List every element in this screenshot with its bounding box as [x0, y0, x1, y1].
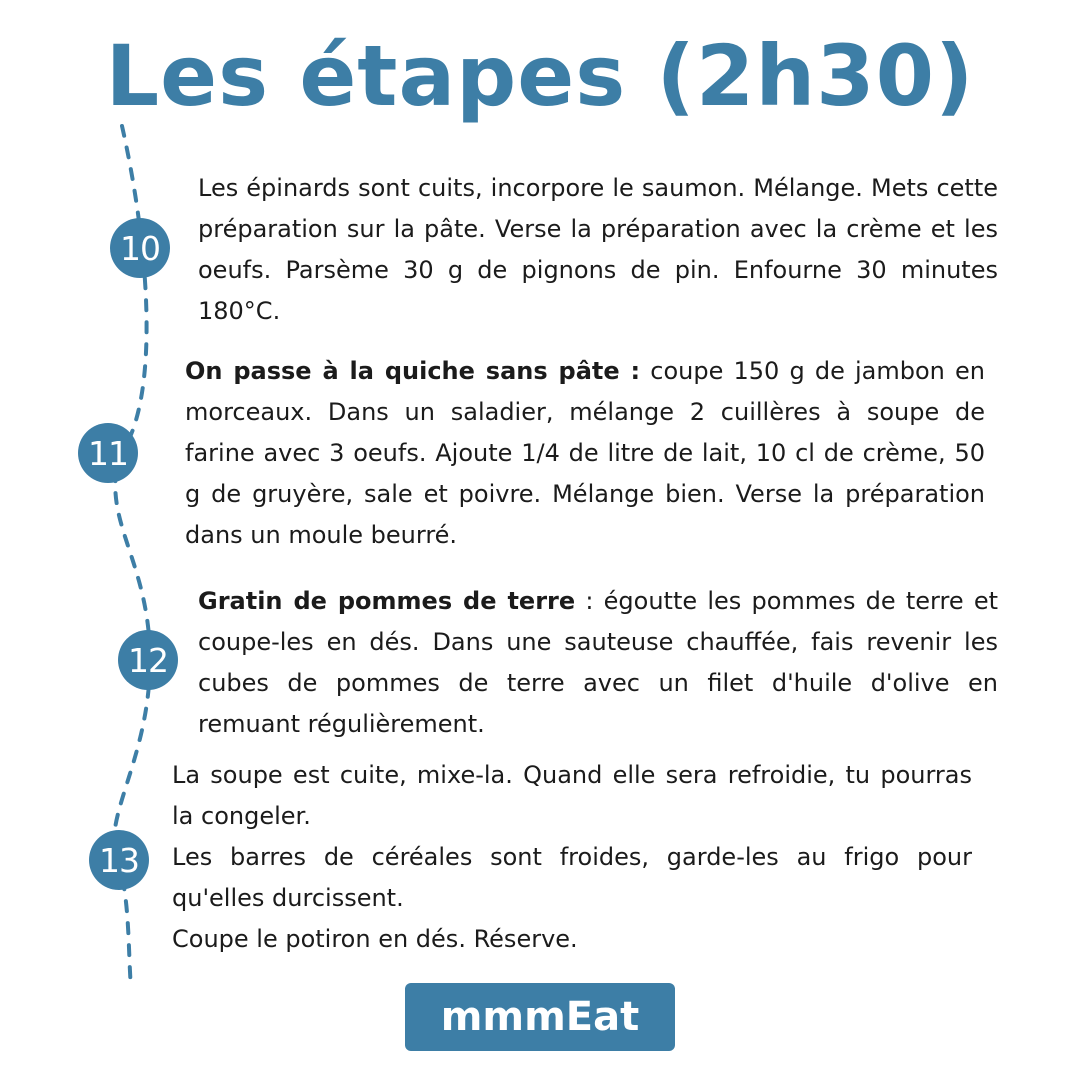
step-number-badge: 13: [89, 830, 149, 890]
step-line: Coupe le potiron en dés. Réserve.: [172, 925, 578, 953]
step-text: [198, 581, 998, 745]
step-number-badge: 11: [78, 423, 138, 483]
step-heading: Gratin de pommes de terre: [198, 587, 576, 615]
step-body: : égoutte les pommes de terre et coupe-les en dés. Dans une sauteuse chauffée, fais revenir les cubes de pommes de terre avec un filet d'huile d'olive en remuant régulièrement.: [198, 587, 998, 738]
step-line: La soupe est cuite, mixe-la. Quand elle sera refroidie, tu pourras la congeler.: [172, 761, 972, 830]
brand-logo: mmmEat: [405, 983, 675, 1051]
step-line: Les barres de céréales sont froides, garde-les au frigo pour qu'elles durcissent.: [172, 843, 972, 912]
step-body: Les épinards sont cuits, incorpore le saumon. Mélange. Mets cette préparation sur la pâte. Verse la préparation avec la crème et les oeufs. Parsème 30 g de pignons de pin. Enfourne 30 minutes 180°C.: [198, 174, 998, 325]
step-text: [185, 351, 985, 556]
step-heading: On passe à la quiche sans pâte :: [185, 357, 641, 385]
step-number-badge: 10: [110, 218, 170, 278]
step-number-badge: 12: [118, 630, 178, 690]
page-title: Les étapes (2h30): [105, 27, 975, 125]
step-body: coupe 150 g de jambon en morceaux. Dans un saladier, mélange 2 cuillères à soupe de farine avec 3 oeufs. Ajoute 1/4 de litre de lait, 10 cl de crème, 50 g de gruyère, sale et poivre. Mélange bien. Verse la préparation dans un moule beurré.: [185, 357, 985, 549]
step-text: [198, 168, 998, 332]
step-text: [172, 755, 972, 960]
